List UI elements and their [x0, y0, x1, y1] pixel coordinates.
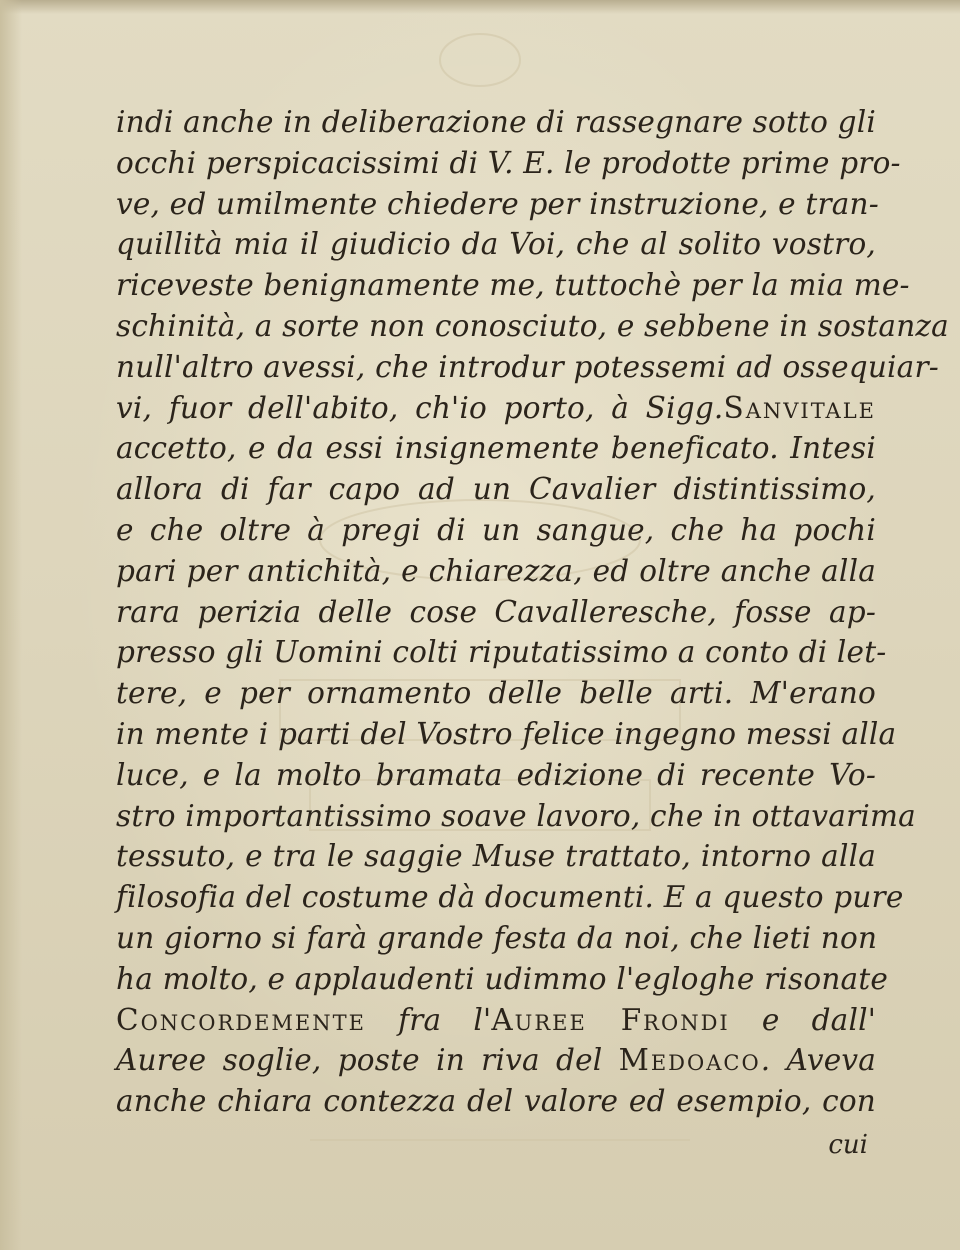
text-line: un giorno si farà grande festa da noi, che lieti non [116, 920, 878, 955]
text-line: accetto, e da essi insignemente beneficato. Intesi [116, 431, 876, 466]
catchword: cui [828, 1130, 868, 1160]
text-line: luce, e la molto bramata edizione di recente Vo- [116, 757, 876, 792]
page-left-edge [0, 0, 22, 1250]
page-top-edge [0, 0, 960, 14]
text-line: rara perizia delle cose Cavalleresche, fosse ap- [116, 594, 876, 629]
text-line: quillità mia il giudicio da Voi, che al solito vostro, [116, 227, 876, 262]
text-line-concordemente [116, 1000, 876, 1041]
text-line: occhi perspicacissimi di V. E. le prodotte prime pro- [116, 145, 901, 180]
text-segment: fra l' [398, 1002, 492, 1037]
text-line: ve, ed umilmente chiedere per instruzione, e tran- [116, 186, 879, 221]
text-line: tessuto, e tra le saggie Muse trattato, intorno alla [116, 839, 876, 874]
text-line: tere, e per ornamento delle belle arti. M'erano [116, 676, 876, 711]
text-line: schinità, a sorte non conosciuto, e sebbene in sostanza [116, 308, 949, 343]
text-line: pari per antichità, e chiarezza, ed oltre anche alla [116, 553, 876, 588]
text-segment: e dall' [761, 1002, 877, 1037]
text-line: allora di far capo ad un Cavalier distintissimo, [116, 472, 876, 507]
text-line-sanvitale [116, 388, 876, 429]
text-line: in mente i parti del Vostro felice ingegno messi alla [116, 716, 897, 751]
title-auree-frondi: Auree Frondi [491, 1002, 730, 1037]
text-line: stro importantissimo soave lavoro, che in ottavarima [116, 798, 916, 833]
text-line: presso gli Uomini colti riputatissimo a conto di let- [116, 635, 887, 670]
text-line: riceveste benignamente me, tuttochè per la mia me- [116, 268, 910, 303]
text-segment: . Aveva [760, 1043, 877, 1078]
text-segment: Auree soglie, poste in riva del [116, 1043, 603, 1078]
text-line: filosofia del costume dà documenti. E a questo pure [116, 880, 904, 915]
text-line: null'altro avessi, che introdur potessemi ad ossequiar- [116, 349, 939, 384]
text-line: e che oltre à pregi di un sangue, che ha pochi [116, 512, 876, 547]
body-text [116, 102, 949, 1122]
text-line-medoaco [116, 1040, 876, 1081]
text-line: ha molto, e applaudenti udimmo l'egloghe risonate [116, 961, 889, 996]
title-concordemente: Concordemente [116, 1002, 366, 1037]
text-segment: vi, fuor dell'abito, ch'io porto, à Sigg. [116, 390, 724, 425]
name-sanvitale: Sanvitale [723, 390, 876, 425]
text-line: indi anche in deliberazione di rassegnare sotto gli [116, 105, 876, 139]
text-line: anche chiara contezza del valore ed esempio, con [116, 1084, 876, 1119]
place-medoaco: Medoaco [618, 1043, 761, 1078]
